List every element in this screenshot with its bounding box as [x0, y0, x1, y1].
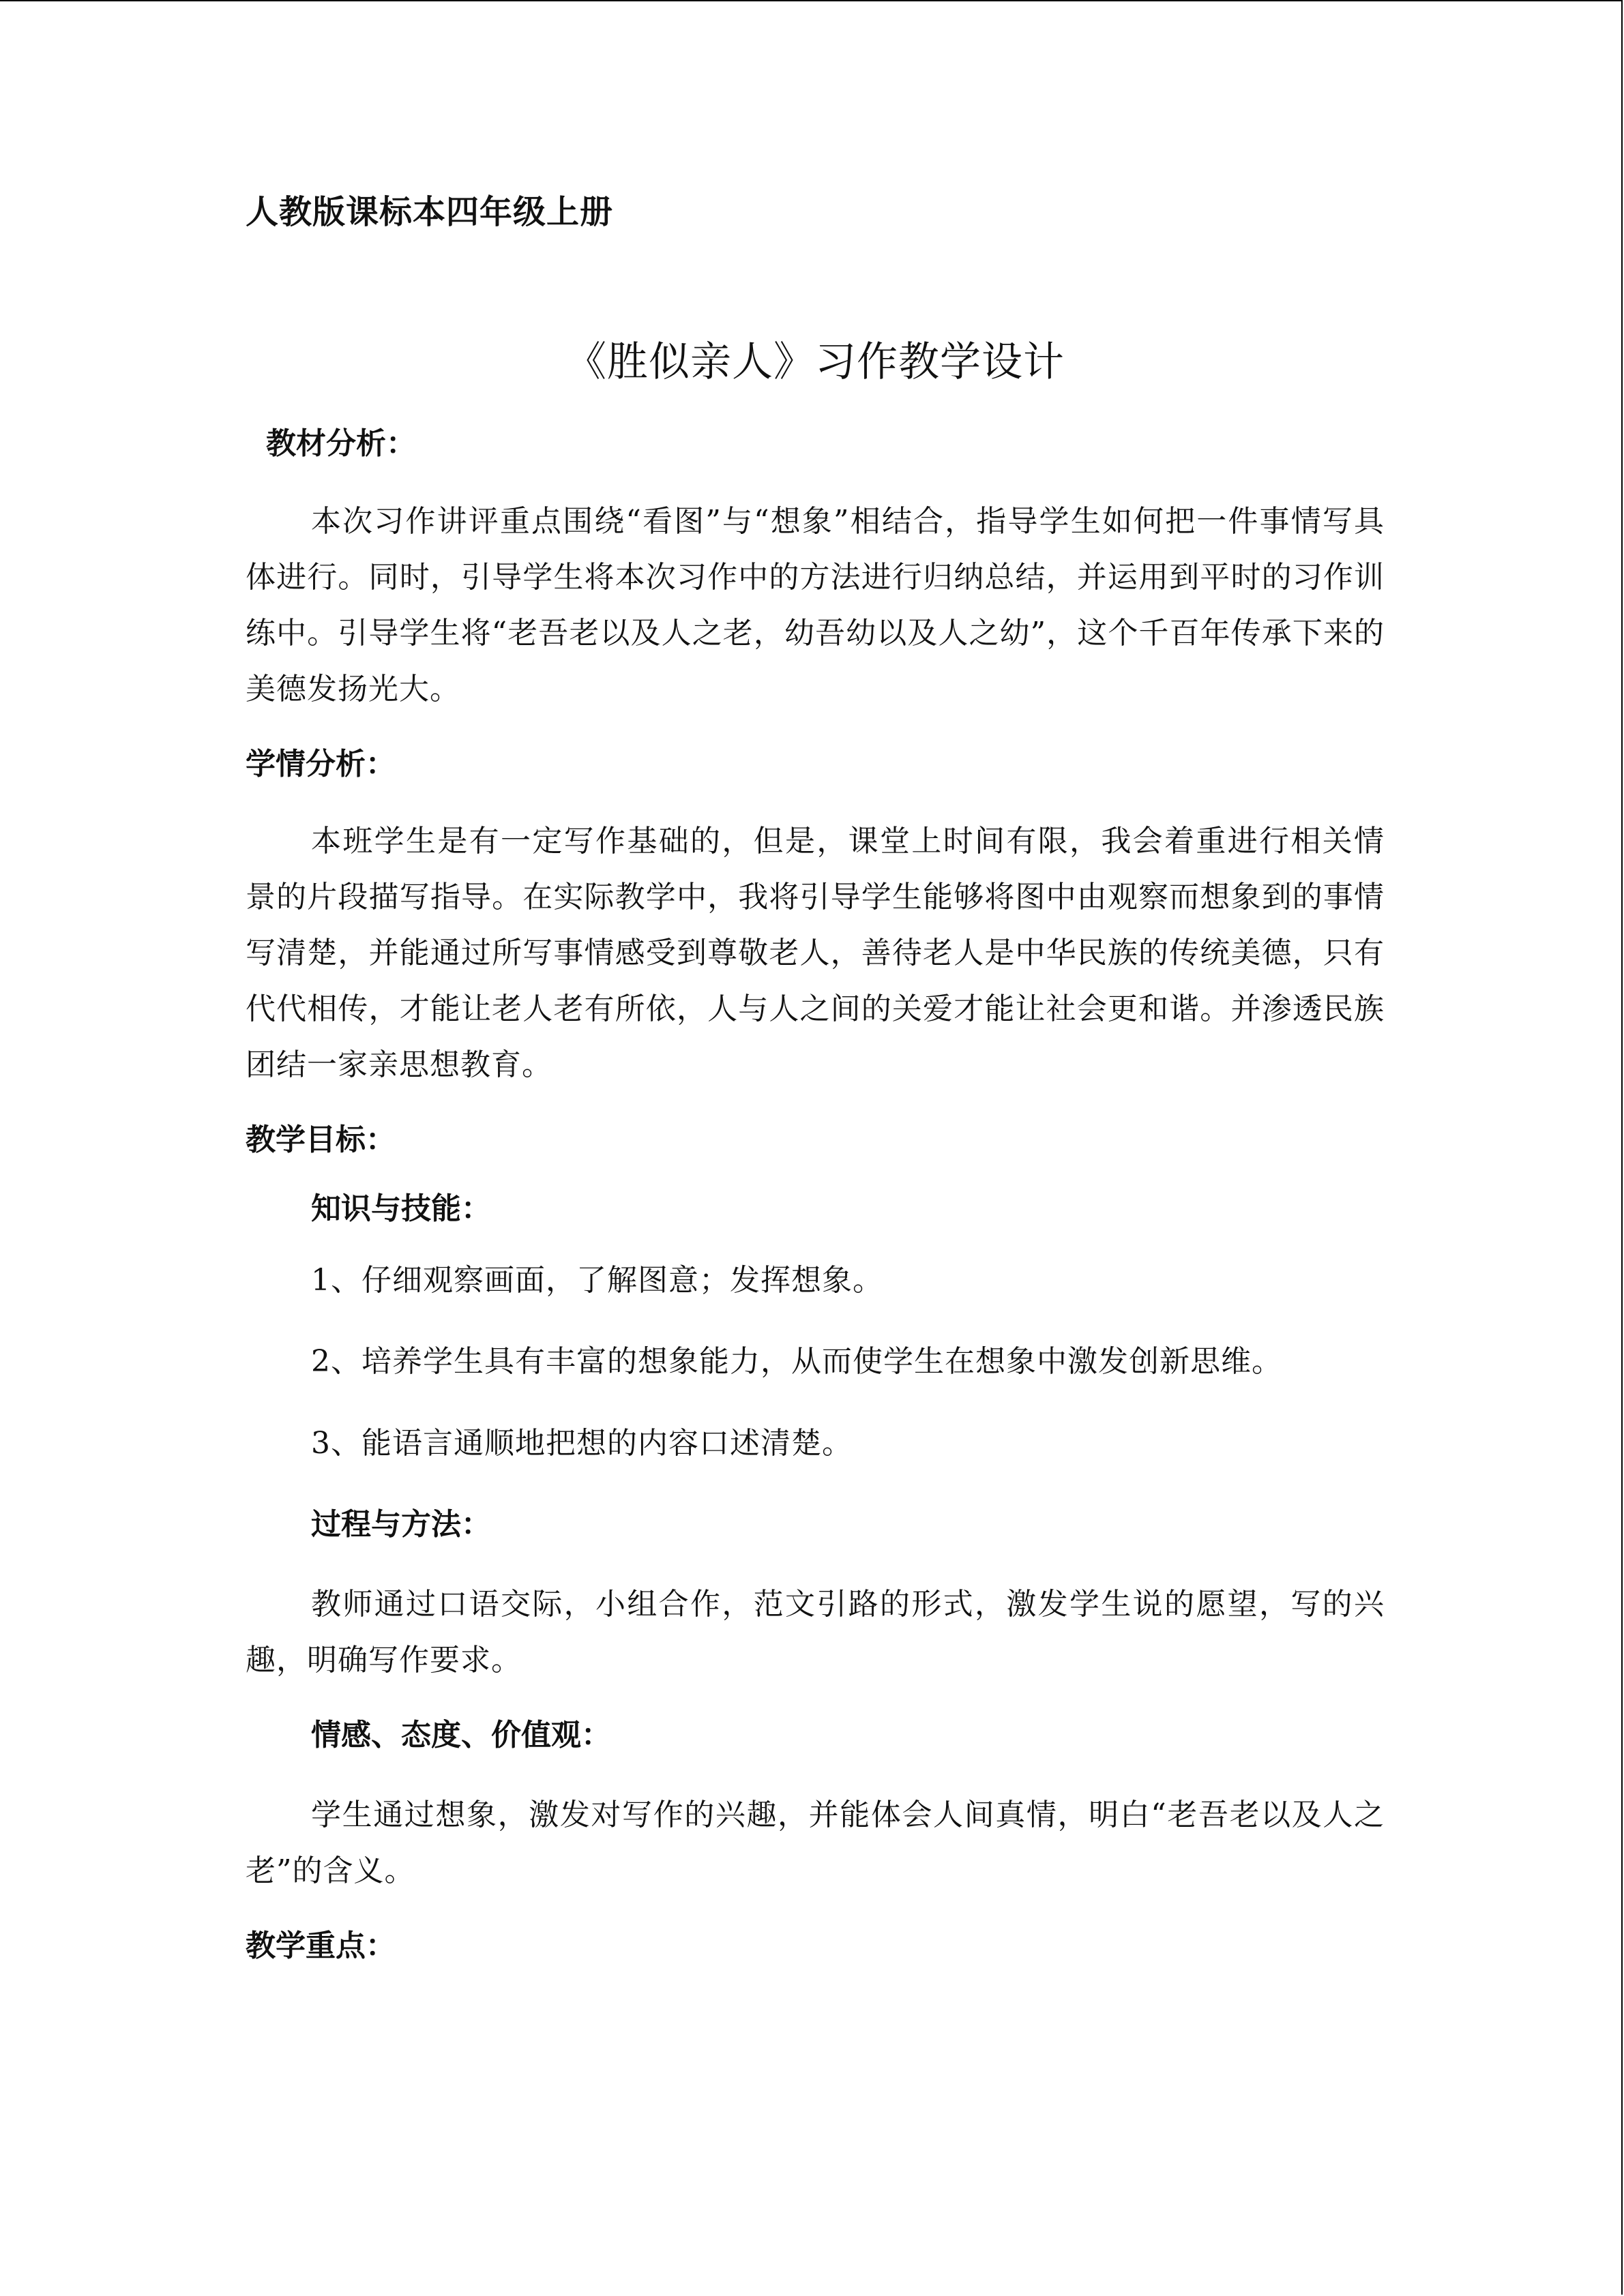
- series-label: 人教版课标本四年级上册: [246, 193, 614, 231]
- section-heading-student-analysis: 学情分析：: [246, 746, 396, 781]
- student-analysis-paragraph: 本班学生是有一定写作基础的，但是，课堂上时间有限，我会着重进行相关情景的片段描写指导。在实际教学中，我将引导学生能够将图中由观察而想象到的事情写清楚，并能通过所写事情感受到尊敬老人，善待老人是中华民族的传统美德，只有代代相传，才能让老人老有所依，人与人之间的关爱才能让社会更和谐。并渗透民族团结一家亲思想教育。: [246, 823, 1385, 1082]
- document-body: [246, 191, 1385, 1995]
- section-heading-key-points: 教学重点：: [246, 1928, 396, 1964]
- subheading-knowledge-skills: 知识与技能：: [311, 1191, 491, 1226]
- section-heading-teaching-goals: 教学目标：: [246, 1122, 396, 1157]
- material-analysis-paragraph: 本次习作讲评重点围绕“看图”与“想象”相结合，指导学生如何把一件事情写具体进行。同时，引导学生将本次习作中的方法进行归纳总结，并运用到平时的习作训练中。引导学生将“老吾老以及人之老，幼吾幼以及人之幼”，这个千百年传承下来的美德发扬光大。: [246, 503, 1385, 706]
- subheading-process-methods: 过程与方法：: [311, 1506, 491, 1542]
- goal-item: 2、培养学生具有丰富的想象能力，从而使学生在想象中激发创新思维。: [311, 1344, 1282, 1380]
- section-heading-material-analysis: 教材分析：: [266, 426, 416, 462]
- document-title: 《胜似亲人》习作教学设计: [565, 338, 1065, 387]
- subheading-emotion-values: 情感、态度、价值观：: [311, 1717, 611, 1753]
- goal-item: 1、仔细观察画面，了解图意；发挥想象。: [311, 1263, 883, 1298]
- goal-item: 3、能语言通顺地把想的内容口述清楚。: [311, 1425, 853, 1461]
- emotion-values-paragraph: 学生通过想象，激发对写作的兴趣，并能体会人间真情，明白“老吾老以及人之老”的含义。: [246, 1798, 1385, 1889]
- process-methods-paragraph: 教师通过口语交际，小组合作，范文引路的形式，激发学生说的愿望，写的兴趣，明确写作要求。: [246, 1586, 1385, 1678]
